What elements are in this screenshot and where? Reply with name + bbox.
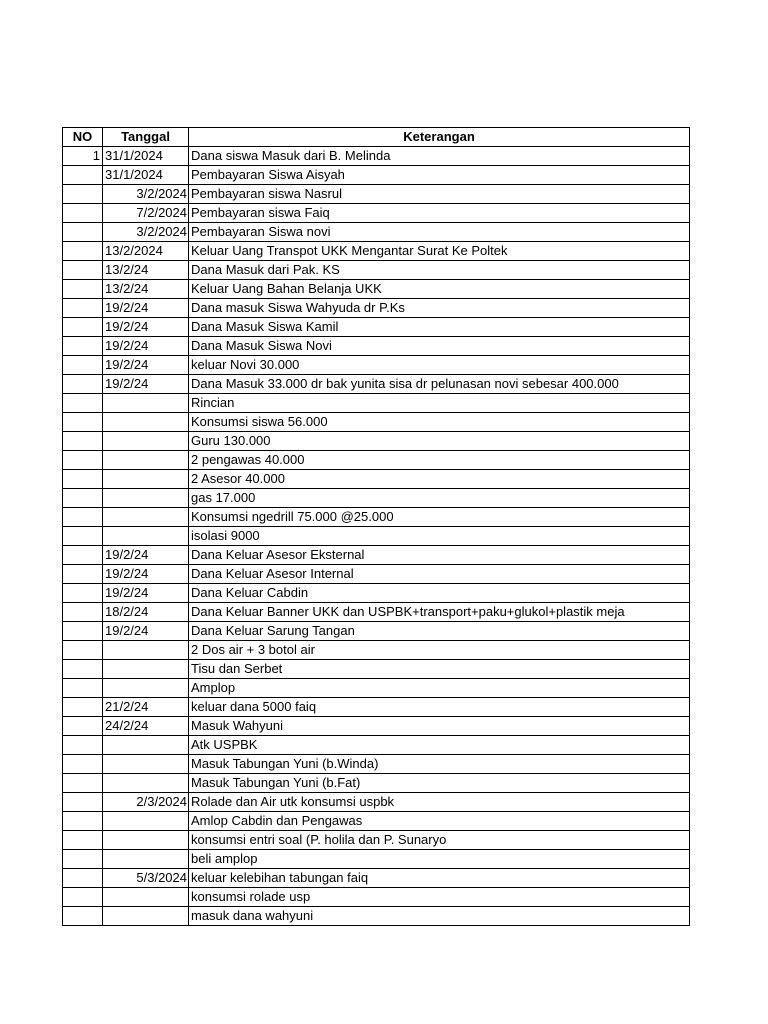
cell-description: Dana Keluar Asesor Eksternal (189, 546, 690, 565)
cell-no (63, 527, 103, 546)
cell-description: keluar dana 5000 faiq (189, 698, 690, 717)
cell-no (63, 736, 103, 755)
cell-description: Amlop Cabdin dan Pengawas (189, 812, 690, 831)
table-row (63, 166, 690, 185)
cell-description: Pembayaran siswa Faiq (189, 204, 690, 223)
cell-no: 1 (63, 147, 103, 166)
cell-no (63, 812, 103, 831)
cell-date (103, 432, 189, 451)
table-row (63, 337, 690, 356)
table-row (63, 489, 690, 508)
cell-no (63, 489, 103, 508)
table-row (63, 261, 690, 280)
cell-date (103, 888, 189, 907)
cell-date (103, 736, 189, 755)
cell-description: Rolade dan Air utk konsumsi uspbk (189, 793, 690, 812)
cell-date (103, 489, 189, 508)
table-row (63, 869, 690, 888)
cell-date: 19/2/24 (103, 584, 189, 603)
cell-date: 3/2/2024 (103, 185, 189, 204)
cell-date: 13/2/24 (103, 280, 189, 299)
cell-date (103, 755, 189, 774)
cell-description: keluar Novi 30.000 (189, 356, 690, 375)
table-row (63, 622, 690, 641)
cell-date: 21/2/24 (103, 698, 189, 717)
cell-description: masuk dana wahyuni (189, 907, 690, 926)
cell-date: 18/2/24 (103, 603, 189, 622)
table-row (63, 375, 690, 394)
cell-no (63, 546, 103, 565)
cell-no (63, 280, 103, 299)
cell-description: Amplop (189, 679, 690, 698)
table-row (63, 242, 690, 261)
cell-description: konsumsi rolade usp (189, 888, 690, 907)
table-row (63, 812, 690, 831)
table-row (63, 280, 690, 299)
table-row (63, 318, 690, 337)
cell-description: Dana Masuk Siswa Novi (189, 337, 690, 356)
cell-date (103, 660, 189, 679)
cell-no (63, 432, 103, 451)
header-no: NO (63, 128, 103, 147)
cell-description: Dana Keluar Cabdin (189, 584, 690, 603)
cell-date: 13/2/24 (103, 261, 189, 280)
cell-no (63, 394, 103, 413)
cell-date (103, 907, 189, 926)
table-row (63, 793, 690, 812)
cell-description: beli amplop (189, 850, 690, 869)
cell-date: 19/2/24 (103, 622, 189, 641)
cell-description: Masuk Tabungan Yuni (b.Fat) (189, 774, 690, 793)
table-row (63, 698, 690, 717)
cell-no (63, 793, 103, 812)
cell-no (63, 242, 103, 261)
cell-description: Tisu dan Serbet (189, 660, 690, 679)
cell-description: Dana Keluar Asesor Internal (189, 565, 690, 584)
table-row (63, 679, 690, 698)
cash-flow-table (62, 127, 690, 926)
cell-description: Masuk Wahyuni (189, 717, 690, 736)
cell-date: 19/2/24 (103, 565, 189, 584)
table-row (63, 565, 690, 584)
cell-date (103, 413, 189, 432)
cell-no (63, 850, 103, 869)
table-row (63, 223, 690, 242)
cell-date (103, 508, 189, 527)
table-row (63, 413, 690, 432)
table-row (63, 603, 690, 622)
cell-date (103, 774, 189, 793)
table-header-row (63, 128, 690, 147)
table-row (63, 508, 690, 527)
cell-no (63, 698, 103, 717)
table-row (63, 204, 690, 223)
cell-description: konsumsi entri soal (P. holila dan P. Sunaryo (189, 831, 690, 850)
cell-description: Rincian (189, 394, 690, 413)
cell-description: isolasi 9000 (189, 527, 690, 546)
cell-description: Dana Keluar Sarung Tangan (189, 622, 690, 641)
table-row (63, 584, 690, 603)
cell-description: 2 Dos air + 3 botol air (189, 641, 690, 660)
header-description: Keterangan (189, 128, 690, 147)
cell-date: 19/2/24 (103, 546, 189, 565)
table-row (63, 147, 690, 166)
table-row (63, 299, 690, 318)
cell-date (103, 679, 189, 698)
cell-date (103, 812, 189, 831)
cell-date: 19/2/24 (103, 318, 189, 337)
cell-date (103, 470, 189, 489)
cell-description: Pembayaran siswa Nasrul (189, 185, 690, 204)
table-row (63, 546, 690, 565)
cell-date: 31/1/2024 (103, 166, 189, 185)
cell-no (63, 622, 103, 641)
table-row (63, 907, 690, 926)
cell-description: Dana siswa Masuk dari B. Melinda (189, 147, 690, 166)
cell-date (103, 831, 189, 850)
cell-description: Dana masuk Siswa Wahyuda dr P.Ks (189, 299, 690, 318)
cell-description: Masuk Tabungan Yuni (b.Winda) (189, 755, 690, 774)
cell-no (63, 223, 103, 242)
cell-description: Konsumsi ngedrill 75.000 @25.000 (189, 508, 690, 527)
cell-no (63, 413, 103, 432)
cell-date (103, 451, 189, 470)
cell-description: Konsumsi siswa 56.000 (189, 413, 690, 432)
cell-no (63, 565, 103, 584)
cell-no (63, 717, 103, 736)
table-row (63, 774, 690, 793)
cell-no (63, 584, 103, 603)
cell-no (63, 641, 103, 660)
cell-date (103, 850, 189, 869)
cell-description: keluar kelebihan tabungan faiq (189, 869, 690, 888)
cell-no (63, 508, 103, 527)
table-row (63, 451, 690, 470)
table-row (63, 717, 690, 736)
cell-description: Dana Keluar Banner UKK dan USPBK+transport+paku+glukol+plastik meja (189, 603, 690, 622)
cell-description: Guru 130.000 (189, 432, 690, 451)
cell-date (103, 394, 189, 413)
cell-no (63, 888, 103, 907)
cell-description: Dana Masuk Siswa Kamil (189, 318, 690, 337)
cell-date: 5/3/2024 (103, 869, 189, 888)
cell-no (63, 869, 103, 888)
cell-description: Dana Masuk dari Pak. KS (189, 261, 690, 280)
cell-date: 13/2/2024 (103, 242, 189, 261)
table-row (63, 755, 690, 774)
cell-date: 7/2/2024 (103, 204, 189, 223)
cell-description: gas 17.000 (189, 489, 690, 508)
table-row (63, 432, 690, 451)
cell-date: 19/2/24 (103, 299, 189, 318)
cell-no (63, 755, 103, 774)
table-row (63, 888, 690, 907)
cell-description: Atk USPBK (189, 736, 690, 755)
table-row (63, 660, 690, 679)
table-row (63, 356, 690, 375)
cell-date (103, 527, 189, 546)
cell-no (63, 679, 103, 698)
cell-description: Pembayaran Siswa Aisyah (189, 166, 690, 185)
cell-no (63, 337, 103, 356)
table-row (63, 394, 690, 413)
table-row (63, 736, 690, 755)
cell-no (63, 318, 103, 337)
table-row (63, 185, 690, 204)
cell-date (103, 641, 189, 660)
cell-no (63, 774, 103, 793)
cell-date: 19/2/24 (103, 356, 189, 375)
cell-description: Pembayaran Siswa novi (189, 223, 690, 242)
table-row (63, 641, 690, 660)
table-row (63, 527, 690, 546)
table-body (63, 147, 690, 926)
cell-description: Dana Masuk 33.000 dr bak yunita sisa dr pelunasan novi sebesar 400.000 (189, 375, 690, 394)
table-row (63, 470, 690, 489)
cell-no (63, 660, 103, 679)
cell-date: 2/3/2024 (103, 793, 189, 812)
cell-date: 31/1/2024 (103, 147, 189, 166)
cell-description: 2 Asesor 40.000 (189, 470, 690, 489)
cell-no (63, 356, 103, 375)
cell-no (63, 451, 103, 470)
cell-description: Keluar Uang Bahan Belanja UKK (189, 280, 690, 299)
cell-no (63, 299, 103, 318)
cell-no (63, 907, 103, 926)
cell-no (63, 185, 103, 204)
cell-no (63, 470, 103, 489)
cell-no (63, 375, 103, 394)
cell-no (63, 261, 103, 280)
cell-no (63, 603, 103, 622)
cell-description: Keluar Uang Transpot UKK Mengantar Surat Ke Poltek (189, 242, 690, 261)
cell-date: 19/2/24 (103, 337, 189, 356)
header-date: Tanggal (103, 128, 189, 147)
cell-date: 3/2/2024 (103, 223, 189, 242)
cell-date: 24/2/24 (103, 717, 189, 736)
cell-no (63, 204, 103, 223)
cell-no (63, 166, 103, 185)
table-row (63, 831, 690, 850)
cell-date: 19/2/24 (103, 375, 189, 394)
cell-description: 2 pengawas 40.000 (189, 451, 690, 470)
table-row (63, 850, 690, 869)
cell-no (63, 831, 103, 850)
